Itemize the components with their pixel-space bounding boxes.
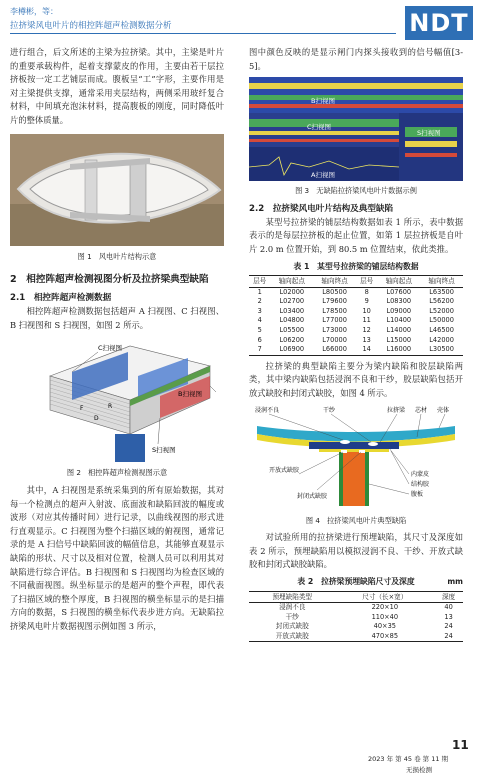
table-1-cell: 2 <box>257 297 262 306</box>
table-1-cell: L02700 <box>279 297 305 306</box>
table-2-title-row <box>249 575 463 589</box>
table-2-cell: 40 <box>444 603 453 612</box>
table-2-row <box>249 603 463 613</box>
table-1-cell: 12 <box>362 326 371 335</box>
fig2-label-f: F <box>80 405 84 413</box>
table-1-header: 轴向终点 <box>420 276 463 288</box>
table-1-cell: L07600 <box>386 287 412 296</box>
fig4-label-closed-glue: 封闭式缺胶 <box>297 492 328 500</box>
header-title: 拉挤梁风电叶片的相控阵超声检测数据分析 <box>10 21 172 31</box>
header-authors: 李樽彬，等： <box>10 7 58 16</box>
table-1-cell: 13 <box>362 335 371 344</box>
table-1-cell: 10 <box>362 306 371 315</box>
table-1-cell: 7 <box>249 345 270 355</box>
right-paragraph-3: 拉挤梁的典型缺陷主要分为梁内缺陷和胶层缺陷两类，其中梁内缺陷包括浸润不良和干纱，胶层缺陷包括开放式缺胶和封闭式缺胶，如图 4 所示。 <box>249 360 463 398</box>
table-1-cell: L09000 <box>386 306 412 315</box>
table-1-cell: L04800 <box>279 316 305 325</box>
journal-name: 无损检测 <box>406 766 432 774</box>
fig4-label-open-glue: 开放式缺胶 <box>269 466 300 474</box>
fig2-label-c: C扫视图 <box>98 344 123 353</box>
fig3-label-s: S扫视图 <box>417 129 441 138</box>
right-paragraph-1: 图中颜色反映的是显示闸门内探头接收到的信号幅值[3-5]。 <box>249 47 463 71</box>
table-1-cell: L79600 <box>322 297 347 306</box>
figure-4-caption: 图 4 拉挤梁风电叶片典型缺陷 <box>305 515 407 525</box>
table-1-cell: 4 <box>257 316 262 325</box>
fig4-label-infiltration: 浸润不良 <box>255 406 280 414</box>
table-2-row <box>249 613 463 623</box>
table-1-cell: L70000 <box>322 335 347 344</box>
table-1-cell: L77000 <box>322 316 347 325</box>
left-paragraph-1: 进行组合，后文所述的主梁为拉挤梁。其中，主梁是叶片的重要承载构件，起着支撑蒙皮的作用，主要由若干层拉挤板按一定工艺铺层而成。腹板呈“工”字形，主要作用是对主梁提供支撑，通常采用夹层结构，两侧采用玻纤复合材料，中间填充泡沫材料，提高腹板的刚度，同时降低叶片的整体质量。 <box>10 47 224 125</box>
header-rule <box>10 33 396 34</box>
fig4-label-beam: 拉挤梁 <box>387 406 406 414</box>
fig4-label-inner-skin: 内蒙皮 <box>411 470 430 478</box>
table-2-unit: mm <box>447 576 463 586</box>
fig3-label-a: A扫视图 <box>311 171 335 180</box>
journal-issue: 2023 年 第 45 卷 第 11 期 <box>368 755 449 763</box>
table-1-cell: 5 <box>257 326 262 335</box>
table-2-cell: 24 <box>444 622 453 631</box>
fig4-label-dry-yarn: 干纱 <box>323 406 336 414</box>
figure-1 <box>10 134 224 246</box>
table-1-header: 层号 <box>356 276 377 288</box>
fig2-label-b: B扫视图 <box>178 390 202 399</box>
table-2-cell: 开放式缺胶 <box>249 632 336 642</box>
table-1-cell: L42000 <box>429 335 454 344</box>
table-1-cell: 3 <box>257 306 262 315</box>
table-1-cell: L78500 <box>322 306 347 315</box>
table-1-cell: 14 <box>356 345 377 355</box>
table-2-row <box>249 632 463 642</box>
table-2-cell: 封闭式缺胶 <box>275 622 309 631</box>
page-number: 11 <box>452 738 469 752</box>
figure-3-caption: 图 3 无缺陷拉挤梁风电叶片数据示例 <box>295 186 417 196</box>
fig4-label-adhesive: 结构胶 <box>411 480 430 488</box>
table-1-body <box>249 287 463 355</box>
table-2-cell: 浸润不良 <box>279 603 306 612</box>
table-1-cell: 6 <box>257 335 262 344</box>
table-2-cell: 干纱 <box>285 612 299 621</box>
table-1-cell: L08300 <box>386 297 412 306</box>
fig2-label-s: S扫视图 <box>152 446 176 455</box>
defect-free-scan-views <box>249 77 463 181</box>
table-1-cell: L15000 <box>386 335 412 344</box>
section-2-2-heading: 2.2 拉挤梁风电叶片结构及典型缺陷 <box>249 203 394 214</box>
table-1-title: 表 1 某型号拉挤梁的铺层结构数据 <box>293 261 419 271</box>
table-2-cell: 24 <box>434 632 463 642</box>
fig4-label-web: 腹板 <box>411 490 424 498</box>
table-1-cell: L16000 <box>377 345 420 355</box>
fig2-label-r: R <box>108 403 113 411</box>
fig3-label-b: B扫视图 <box>311 97 335 106</box>
table-1-header: 轴向终点 <box>313 276 356 288</box>
table-2-cell: 40×35 <box>373 622 396 631</box>
table-1-cell: L03400 <box>279 306 305 315</box>
table-1-cell: L66000 <box>313 345 356 355</box>
section-2-heading: 2 相控阵超声检测视图分析及拉挤梁典型缺陷 <box>10 274 209 286</box>
table-1-cell: L73000 <box>322 326 347 335</box>
fig2-label-d: D <box>94 415 99 423</box>
table-1-cell: 9 <box>364 297 369 306</box>
right-column <box>249 46 463 642</box>
right-paragraph-4: 对试验所用的拉挤梁进行预埋缺陷，其尺寸及深度如表 2 所示，预埋缺陷用以模拟浸润不良、干纱、开放式缺胶和封闭式缺胶缺陷。 <box>249 532 463 570</box>
table-2-cell: 13 <box>444 612 453 621</box>
table-2 <box>249 591 463 643</box>
fig4-label-shell: 壳体 <box>437 406 450 414</box>
figure-3 <box>249 77 463 181</box>
table-1-header: 层号 <box>249 276 270 288</box>
fig3-label-c: C扫视图 <box>307 123 332 132</box>
table-1-header: 轴向起点 <box>377 276 420 288</box>
table-1-row <box>249 345 463 355</box>
table-1-cell: 8 <box>364 287 369 296</box>
table-2-cell: 470×85 <box>336 632 435 642</box>
figure-1-caption: 图 1 风电叶片结构示意 <box>77 251 157 261</box>
right-paragraph-2: 某型号拉挤梁的铺层结构数据如表 1 所示，表中数据表示的是每层拉挤板的起止位置，如第 1 层拉挤板是自叶片 2.0 m 位置开始，到 80.5 m 位置结束，依此类推。 <box>249 216 463 254</box>
table-1-cell: 11 <box>362 316 371 325</box>
table-2-header-row <box>249 591 463 603</box>
table-2-body <box>249 603 463 642</box>
table-1-cell: L30500 <box>420 345 463 355</box>
table-1-cell: 1 <box>257 287 262 296</box>
blade-cross-section-photo <box>10 134 224 246</box>
table-1-cell: L10400 <box>386 316 412 325</box>
table-1 <box>249 275 463 356</box>
table-2-header: 预埋缺陷类型 <box>249 591 336 603</box>
table-2-title: 表 2 拉挤梁预埋缺陷尺寸及深度 <box>297 576 415 586</box>
figure-2 <box>10 336 224 464</box>
table-2-cell: 220×10 <box>371 603 399 612</box>
left-paragraph-3: 其中，A 扫视图是系统采集到的所有原始数据，其对每一个检测点的超声入射波、底面波和缺陷回波的幅度或波形（对应其传播时间）进行记录，以曲线视图的形式进行直观显示。C 扫视图为整个扫描区域的俯视图，通常记录的是 A 扫信号中缺陷回波的幅值信息，其能够直观显示缺陷的形状、尺寸以及相对位置，检测人员可以利用其对缺陷进行综合评估。B 扫视图和 S 扫视图均为检查区域的不同截面视图。纵坐标显示的是超声的整个声程，即代表了扫描区域的整个厚度，B 扫视图的横坐标显示的是扫描方向的数据，S 扫视图的横坐标代表步进方向。无缺陷拉挤梁风电叶片数据视图示例如图 3 所示， <box>10 484 224 631</box>
figure-4 <box>249 404 463 512</box>
table-1-cell: L05500 <box>279 326 305 335</box>
table-1-cell: L06900 <box>270 345 313 355</box>
table-1-cell: L46500 <box>429 326 454 335</box>
table-2-header: 尺寸（长×宽） <box>336 591 435 603</box>
table-1-cell: L63500 <box>429 287 454 296</box>
table-1-cell: L50000 <box>429 316 454 325</box>
table-1-row <box>249 297 463 307</box>
table-1-cell: L02000 <box>279 287 305 296</box>
table-2-cell: 110×40 <box>371 612 399 621</box>
table-1-row <box>249 307 463 317</box>
journal-logo: NDT <box>405 6 473 40</box>
left-column <box>10 46 224 633</box>
figure-2-caption: 图 2 相控阵超声检测视图示意 <box>66 468 168 478</box>
table-1-row <box>249 336 463 346</box>
scan-views-diagram <box>10 336 224 464</box>
fig4-label-core: 芯材 <box>415 406 428 414</box>
table-2-header: 深度 <box>434 591 463 603</box>
table-1-row <box>249 287 463 297</box>
table-1-cell: L56200 <box>429 297 454 306</box>
table-2-row <box>249 622 463 632</box>
table-1-cell: L14000 <box>386 326 412 335</box>
table-1-cell: L80500 <box>322 287 347 296</box>
table-1-header: 轴向起点 <box>270 276 313 288</box>
table-1-cell: L52000 <box>429 306 454 315</box>
section-2-1-heading: 2.1 相控阵超声检测数据 <box>10 293 112 304</box>
table-1-cell: L06200 <box>279 335 305 344</box>
table-1-header-row <box>249 276 463 288</box>
table-1-row <box>249 316 463 326</box>
table-1-row <box>249 326 463 336</box>
typical-defects-diagram <box>249 404 463 512</box>
left-paragraph-2: 相控阵超声检测数据包括超声 A 扫视图、C 扫视图、B 扫视图和 S 扫视图，如图 2 所示。 <box>10 306 224 330</box>
